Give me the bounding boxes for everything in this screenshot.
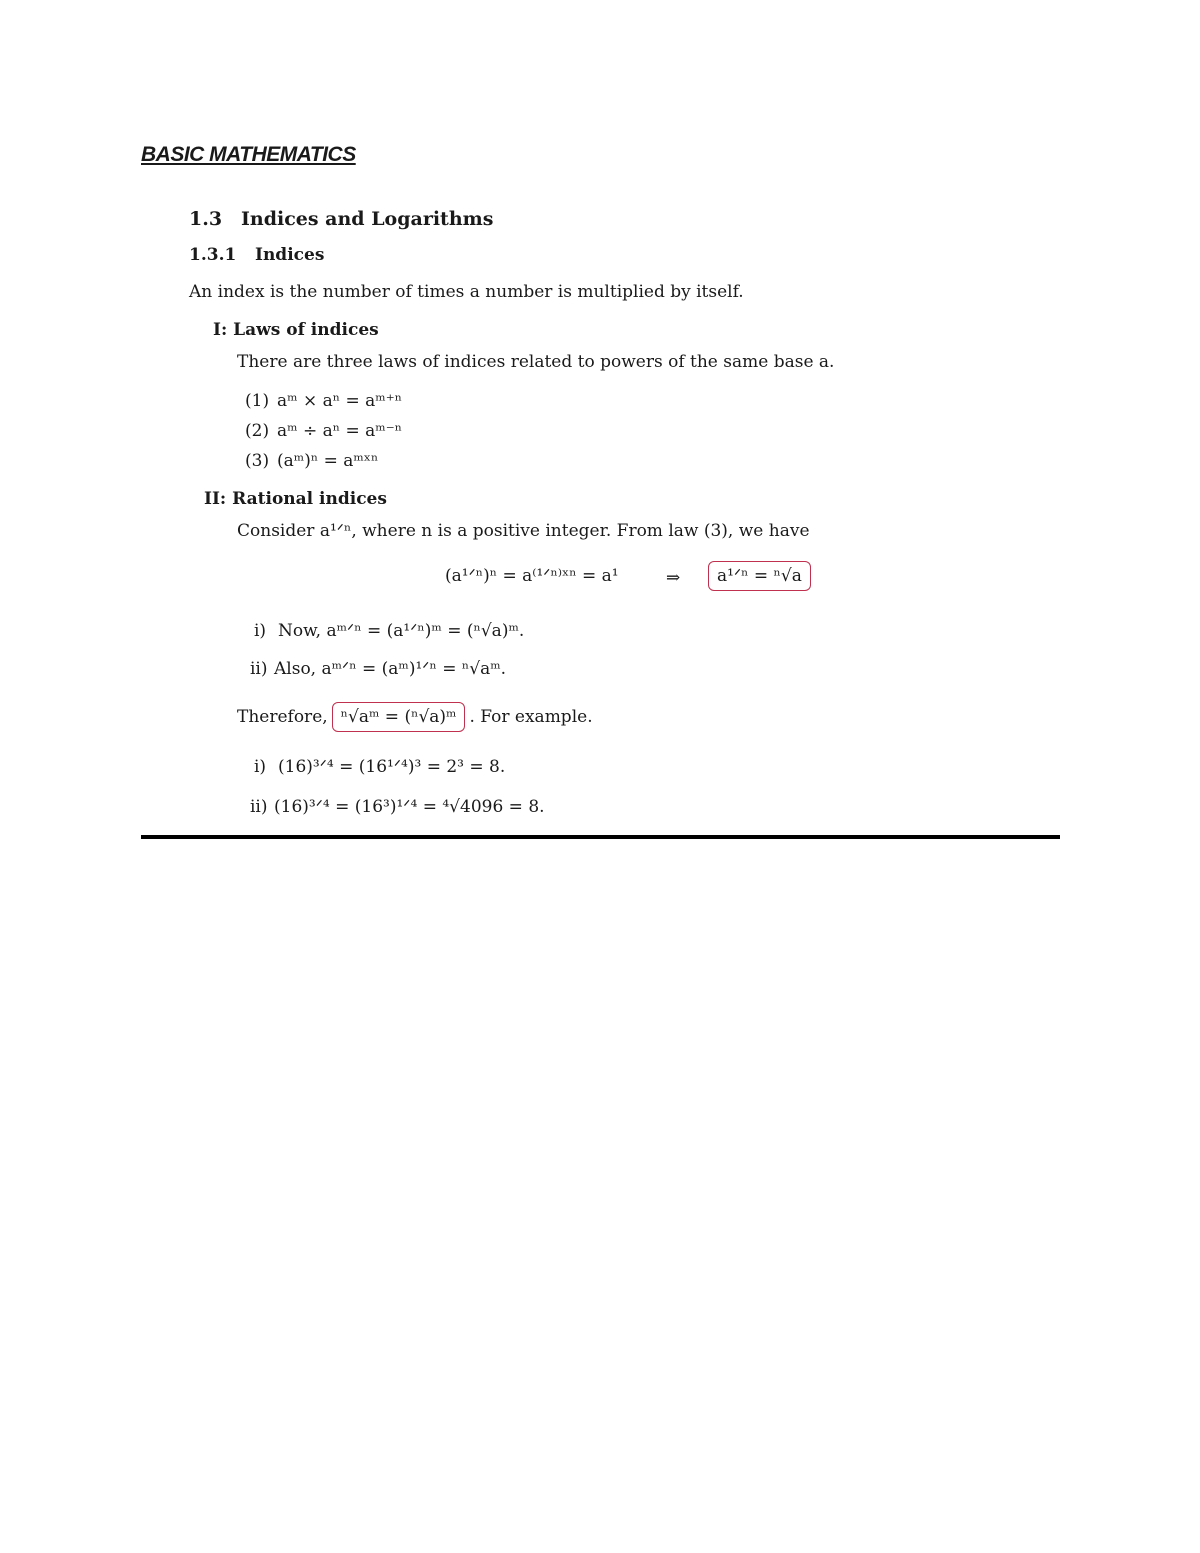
law-number: (2) xyxy=(245,421,270,441)
display-equation: (a¹ᐟⁿ)ⁿ = a⁽¹ᐟⁿ⁾ˣⁿ = a¹ xyxy=(445,566,619,586)
law-number: (1) xyxy=(245,391,270,411)
example-number: i) xyxy=(254,757,267,777)
example-text: (16)³ᐟ⁴ = (16³)¹ᐟ⁴ = ⁴√4096 = 8. xyxy=(274,797,545,817)
list-item xyxy=(254,621,524,641)
example-item xyxy=(250,797,545,817)
implies-arrow: ⇒ xyxy=(666,568,681,588)
law-item xyxy=(245,391,402,411)
item-number: ii) xyxy=(250,659,268,679)
therefore-suffix: . For example. xyxy=(469,707,593,727)
intro-paragraph: An index is the number of times a number is multiplied by itself. xyxy=(189,282,744,302)
therefore-boxed-formula: ⁿ√aᵐ = (ⁿ√a)ᵐ xyxy=(332,702,466,732)
subsection-number: 1.3.1 xyxy=(189,245,237,265)
law-formula: aᵐ ÷ aⁿ = aᵐ⁻ⁿ xyxy=(277,421,403,441)
section-number: 1.3 xyxy=(189,208,223,230)
law-item xyxy=(245,421,402,441)
document-header-title: BASIC MATHEMATICS xyxy=(141,143,356,166)
law-number: (3) xyxy=(245,451,270,471)
laws-intro-text: There are three laws of indices related to powers of the same base a. xyxy=(237,352,835,372)
item-text: Also, aᵐᐟⁿ = (aᵐ)¹ᐟⁿ = ⁿ√aᵐ. xyxy=(274,659,507,679)
subsection-heading xyxy=(189,245,324,265)
example-item xyxy=(254,757,505,777)
law-formula: (aᵐ)ⁿ = aᵐˣⁿ xyxy=(277,451,379,471)
section-title: Indices and Logarithms xyxy=(241,208,494,230)
boxed-result: a¹ᐟⁿ = ⁿ√a xyxy=(708,561,811,591)
therefore-prefix: Therefore, xyxy=(237,707,328,727)
laws-heading: I: Laws of indices xyxy=(213,320,379,340)
horizontal-rule xyxy=(141,835,1060,839)
item-number: i) xyxy=(254,621,267,641)
item-text: Now, aᵐᐟⁿ = (a¹ᐟⁿ)ᵐ = (ⁿ√a)ᵐ. xyxy=(278,621,525,641)
list-item xyxy=(250,659,506,679)
law-formula: aᵐ × aⁿ = aᵐ⁺ⁿ xyxy=(277,391,403,411)
example-number: ii) xyxy=(250,797,268,817)
subsection-title: Indices xyxy=(255,245,325,265)
law-item xyxy=(245,451,378,471)
section-heading xyxy=(189,208,493,230)
rational-indices-heading: II: Rational indices xyxy=(204,489,387,509)
consider-text: Consider a¹ᐟⁿ, where n is a positive integer. From law (3), we have xyxy=(237,521,810,541)
example-text: (16)³ᐟ⁴ = (16¹ᐟ⁴)³ = 2³ = 8. xyxy=(278,757,506,777)
therefore-line xyxy=(237,702,593,732)
